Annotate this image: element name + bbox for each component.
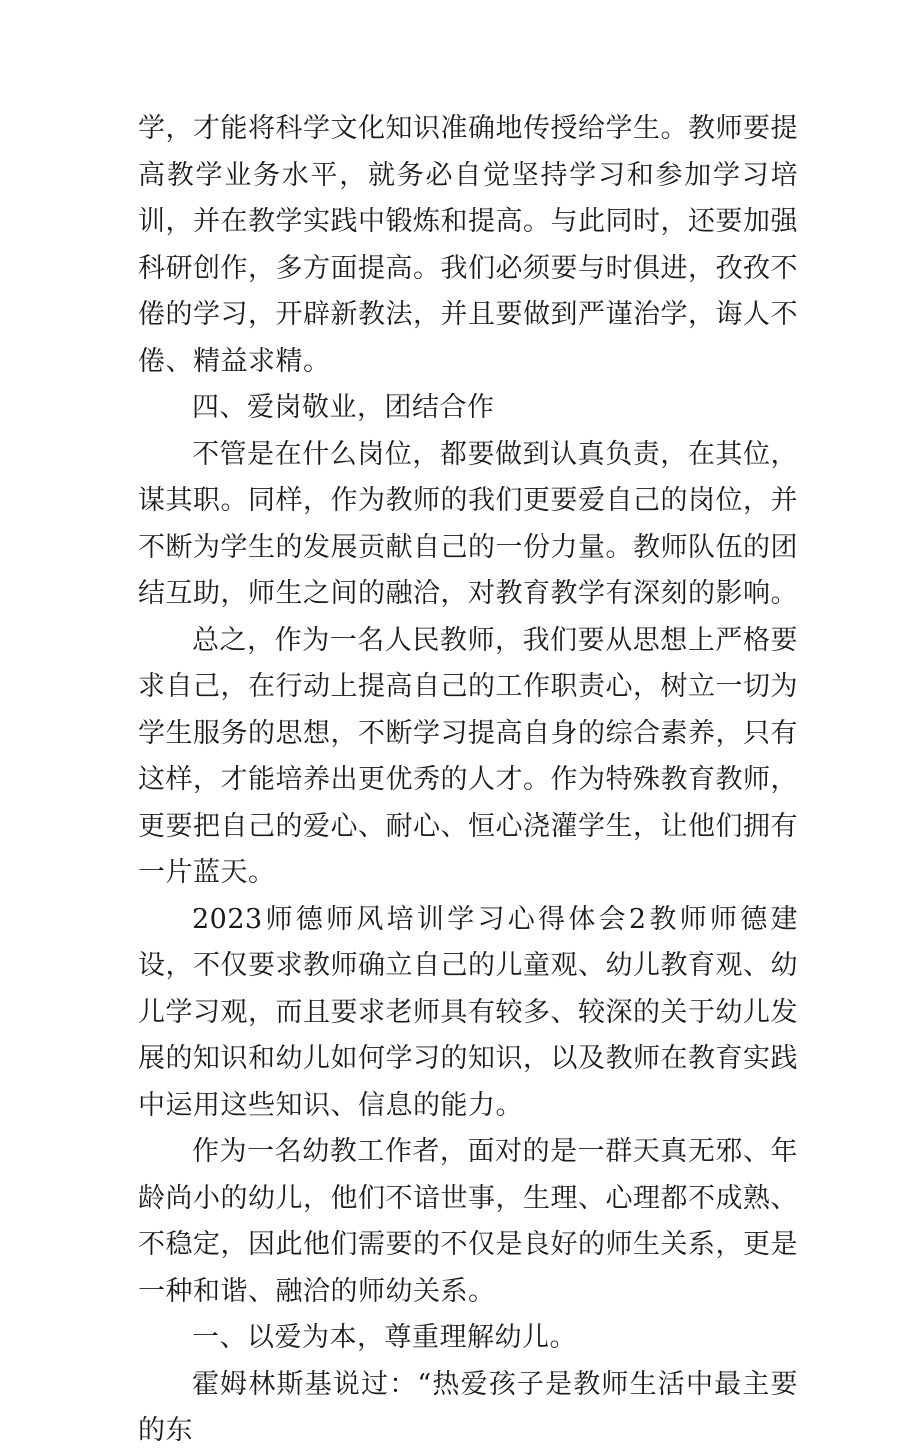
document-body — [138, 106, 798, 1455]
paragraph-dedication: 不管是在什么岗位，都要做到认真负责，在其位，谋其职。同样，作为教师的我们更要爱自己的岗位，并不断为学生的发展贡献自己的一份力量。教师队伍的团结互助，师生之间的融洽，对教育教学有深刻的影响。 — [138, 438, 798, 609]
section-heading-one: 一、以爱为本，尊重理解幼儿。 — [192, 1322, 577, 1353]
paragraph-preschool-teacher: 作为一名幼教工作者，面对的是一群天真无邪、年龄尚小的幼儿，他们不谙世事，生理、心理都不成熟、不稳定，因此他们需要的不仅是良好的师生关系，更是一种和谐、融洽的师幼关系。 — [138, 1136, 798, 1307]
paragraph-summary: 总之，作为一名人民教师，我们要从思想上严格要求自己，在行动上提高自己的工作职责心，树立一切为学生服务的思想，不断学习提高自身的综合素养，只有这样，才能培养出更优秀的人才。作为特殊教育教师，更要把自己的爱心、耐心、恒心浇灌学生，让他们拥有一片蓝天。 — [138, 624, 798, 888]
paragraph-article-two-intro: 2023师德师风培训学习心得体会2教师师德建设，不仅要求教师确立自己的儿童观、幼儿教育观、幼儿学习观，而且要求老师具有较多、较深的关于幼儿发展的知识和幼儿如何学习的知识，以及教师在教育实践中运用这些知识、信息的能力。 — [138, 903, 798, 1121]
section-heading-four: 四、爱岗敬业，团结合作 — [192, 392, 495, 423]
paragraph-continuation: 学，才能将科学文化知识准确地传授给学生。教师要提高教学业务水平，就务必自觉坚持学习和参加学习培训，并在教学实践中锻炼和提高。与此同时，还要加强科研创作，多方面提高。我们必须要与时俱进，孜孜不倦的学习，开辟新教法，并且要做到严谨治学，诲人不倦、精益求精。 — [138, 113, 798, 377]
paragraph-quote: 霍姆林斯基说过：“热爱孩子是教师生活中最主要的东 — [138, 1368, 798, 1446]
